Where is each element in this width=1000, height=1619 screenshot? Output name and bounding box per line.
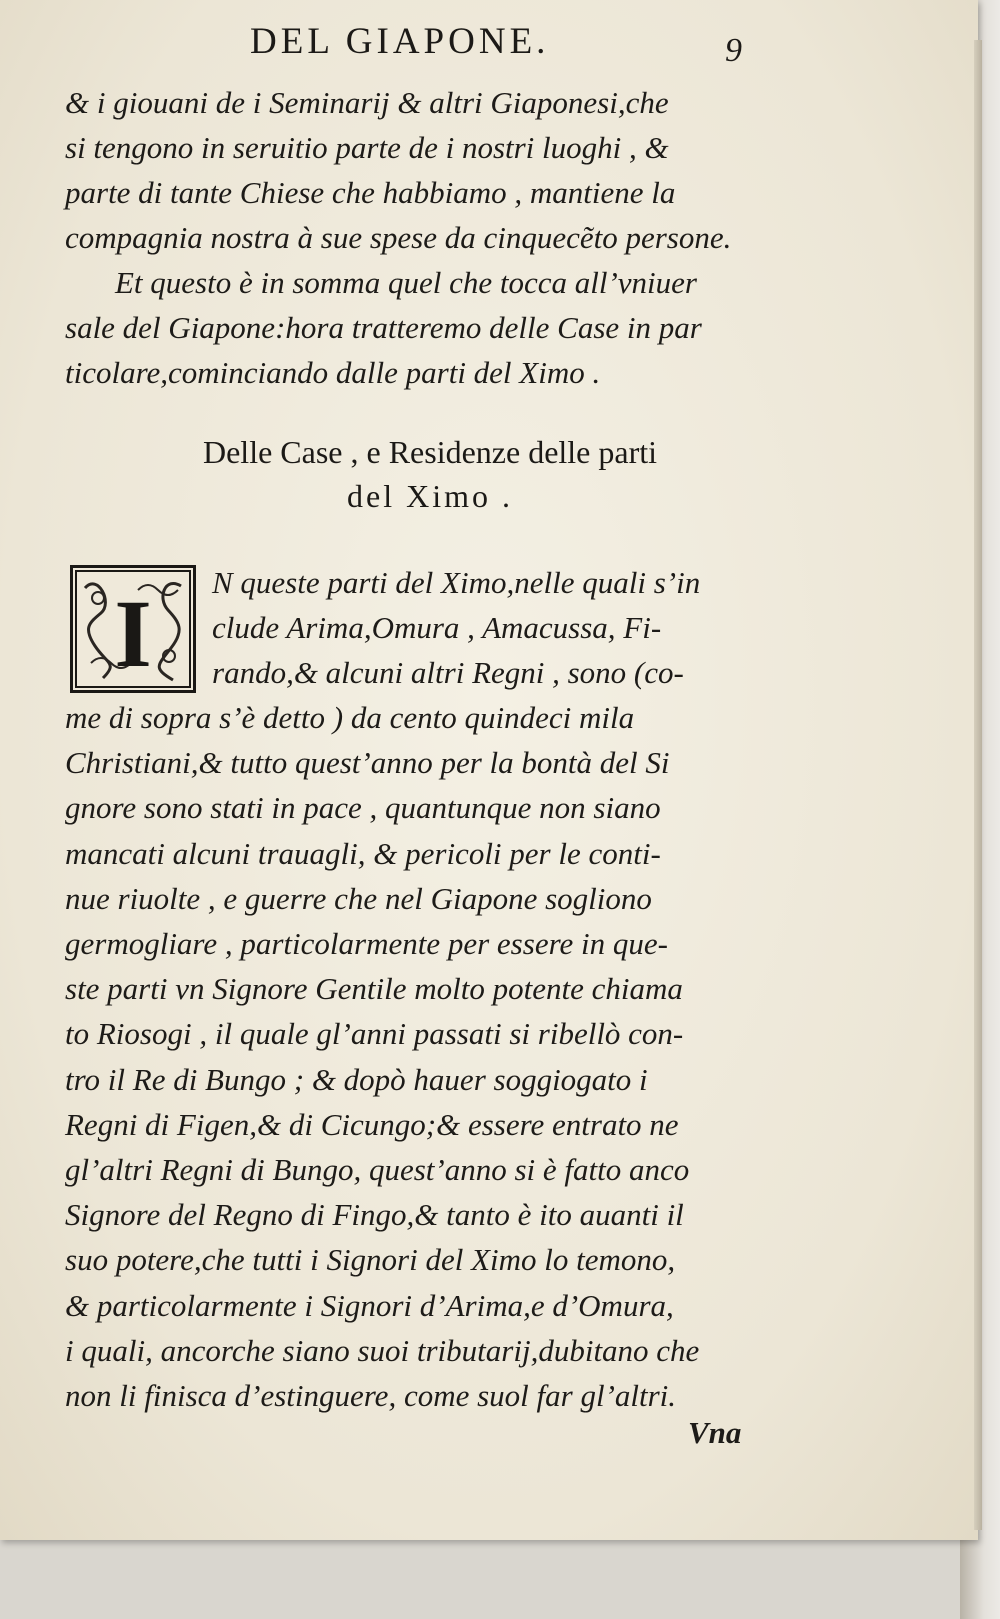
text-line: & i giouani de i Seminarij & altri Giaponesi,che: [65, 85, 669, 120]
catchword: Vna: [688, 1415, 742, 1450]
paragraph-two: [65, 260, 800, 395]
text-line: Christiani,& tutto quest’anno per la bontà del Si: [65, 745, 670, 781]
text-line: i quali, ancorche siano suoi tributarij,dubitano che: [65, 1332, 700, 1368]
initial-letter: I: [114, 580, 152, 687]
text-line: gnore sono stati in pace , quantunque non siano: [65, 790, 661, 826]
text-line: Et questo è in somma quel che tocca all’vniuer: [115, 265, 697, 300]
text-line: tro il Re di Bungo ; & dopò hauer soggiogato i: [65, 1061, 648, 1097]
text-line: compagnia nostra à sue spese da cinquecẽto persone.: [65, 220, 732, 255]
text-line: suo potere,che tutti i Signori del Ximo lo temono,: [65, 1242, 676, 1278]
text-line: mancati alcuni trauagli, & pericoli per le conti-: [65, 835, 661, 871]
page-number: 9: [725, 32, 742, 69]
text-line: Regni di Figen,& di Cicungo;& essere entrato ne: [65, 1106, 679, 1142]
body-first-lines: [212, 560, 792, 695]
text-line: & particolarmente i Signori d’Arima,e d’Omura,: [65, 1287, 674, 1323]
ornament-icon: [73, 568, 193, 690]
body-main: [65, 695, 805, 1418]
decorated-initial: [70, 565, 196, 693]
page-edge: [974, 40, 982, 1530]
text-line: nue riuolte , e guerre che nel Giapone sogliono: [65, 880, 652, 916]
text-line: non li finisca d’estinguere, come suol far gl’altri.: [65, 1378, 677, 1414]
text-line: me di sopra s’è detto ) da cento quindeci mila: [65, 700, 635, 735]
text-line: ticolare,cominciando dalle parti del Ximo .: [65, 355, 601, 390]
section-heading-line-1: Delle Case , e Residenze delle parti: [202, 434, 658, 470]
text-line: clude Arima,Omura , Amacussa, Fi-: [212, 610, 662, 645]
text-line: germogliare , particolarmente per essere in que-: [65, 926, 668, 962]
text-line: N queste parti del Ximo,nelle quali s’in: [212, 565, 701, 600]
text-line: Signore del Regno di Fingo,& tanto è ito auanti il: [65, 1197, 684, 1233]
section-heading-line-2: del Ximo .: [347, 478, 513, 514]
text-line: rando,& alcuni altri Regni , sono (co-: [212, 655, 684, 690]
text-line: parte di tante Chiese che habbiamo , mantiene la: [65, 175, 676, 210]
running-head: DEL GIAPONE.: [250, 21, 550, 62]
text-line: si tengono in seruitio parte de i nostri luoghi , &: [65, 130, 669, 165]
text-line: to Riosogi , il quale gl’anni passati si ribellò con-: [65, 1016, 684, 1052]
text-line: gl’altri Regni di Bungo, quest’anno si è fatto anco: [65, 1152, 690, 1188]
text-line: sale del Giapone:hora tratteremo delle Case in par: [65, 310, 702, 345]
section-heading: [150, 430, 710, 518]
text-line: ste parti vn Signore Gentile molto potente chiama: [65, 971, 683, 1007]
paragraph-top: [65, 80, 800, 260]
